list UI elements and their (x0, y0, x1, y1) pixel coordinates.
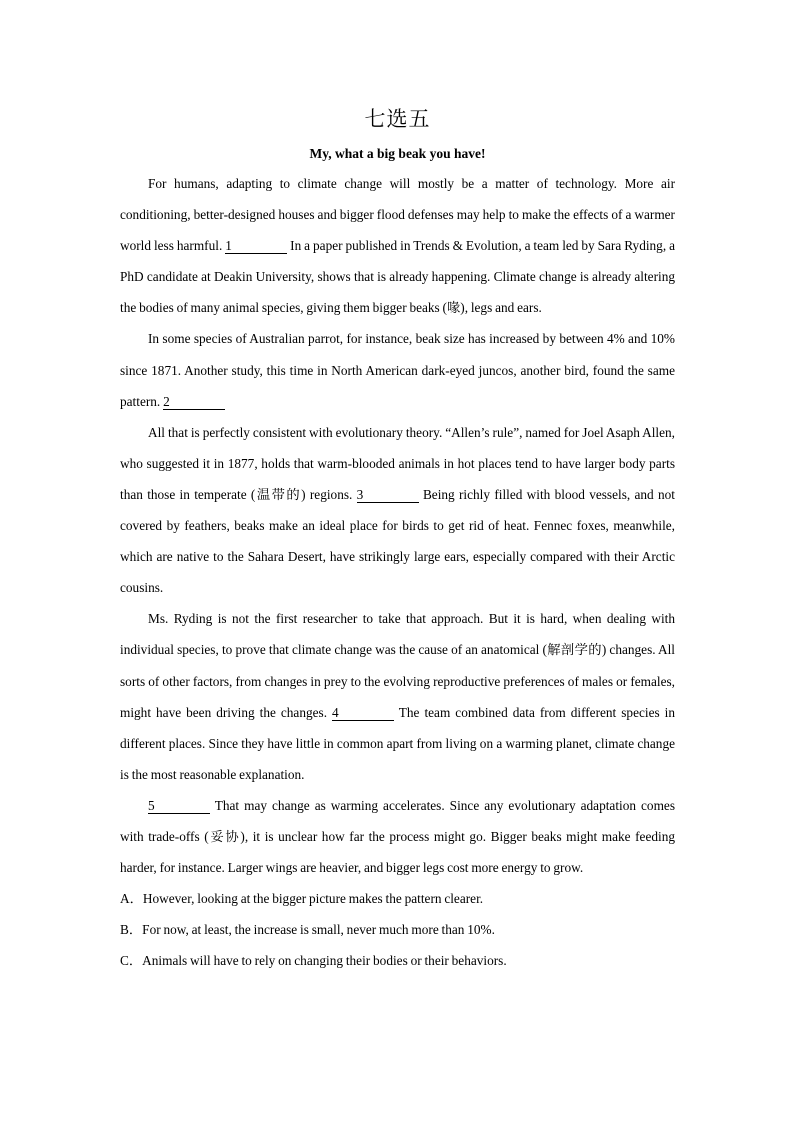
option-letter: A． (120, 891, 143, 907)
page-title: 七选五 (364, 107, 431, 131)
paragraph-text: Being richly filled with blood vessels, and not covered by feathers, beaks make an ideal place for birds to get rid of heat. Fennec foxes, meanwhile, which are native to the Sahara Desert, have strikingly large ears, especially compared with their Arctic cousins. (120, 486, 675, 596)
paragraph-3 (120, 417, 675, 604)
option-text: Animals will have to rely on changing their bodies or their behaviors. (142, 953, 507, 969)
paragraph-text: All that is perfectly consistent with evolutionary theory. “Allen’s rule”, named for Joel Asaph Allen, who suggested it in 1877, holds that warm-blooded animals in hot places tend to have larger body parts than those in temperate (温带的) regions. (120, 424, 675, 502)
option-b (120, 914, 675, 945)
blank-3: 3 (357, 487, 419, 503)
paragraph-text: In a paper published in Trends & Evolution, a team led by Sara Ryding, a PhD candidate at Deakin University, shows that is already happening. Climate change is already altering the bodies of many animal species, giving them bigger beaks (喙), legs and ears. (120, 238, 676, 316)
option-text: For now, at least, the increase is small, never much more than 10%. (142, 922, 495, 938)
paragraph-1 (120, 168, 675, 323)
option-c (120, 945, 675, 976)
paragraph-text: That may change as warming accelerates. Since any evolutionary adaptation comes with trade-offs (妥协), it is unclear how far the process might go. Bigger beaks might make feeding harder, for instance. Larger wings are heavier, and bigger legs cost more energy to grow. (120, 797, 675, 876)
blank-1: 1 (225, 238, 287, 254)
answer-options (120, 883, 675, 976)
blank-5: 5 (148, 798, 210, 814)
option-text: However, looking at the bigger picture makes the pattern clearer. (142, 891, 484, 907)
passage-body (120, 168, 675, 976)
paragraph-4 (120, 603, 675, 790)
option-letter: B． (120, 922, 143, 938)
paragraph-text: The team combined data from different species in different places. Since they have little in common apart from living on a warming planet, climate change is the most reasonable explanation. (120, 704, 675, 782)
option-a (120, 883, 675, 914)
blank-4: 4 (332, 705, 394, 721)
paragraph-text: In some species of Australian parrot, for instance, beak size has increased by between 4% and 10% since 1871. Another study, this time in North American dark-eyed juncos, another bird, found the same pattern. (120, 331, 675, 409)
paragraph-2 (120, 323, 675, 416)
blank-2: 2 (163, 394, 225, 410)
paragraph-text: For humans, adapting to climate change will mostly be a matter of technology. More air conditioning, better-designed houses and bigger flood defenses may help to make the effects of a warmer world less harmful. (120, 176, 675, 254)
passage-title: My, what a big beak you have! (309, 146, 486, 161)
option-letter: C． (120, 953, 143, 969)
paragraph-5 (120, 790, 675, 883)
paragraph-text: Ms. Ryding is not the first researcher to take that approach. But it is hard, when dealing with individual species, to prove that climate change was the cause of an anatomical (解剖学的) changes. All sorts of other factors, from changes in prey to the evolving reproductive preferences of males or females, might have been driving the changes. (120, 611, 675, 720)
